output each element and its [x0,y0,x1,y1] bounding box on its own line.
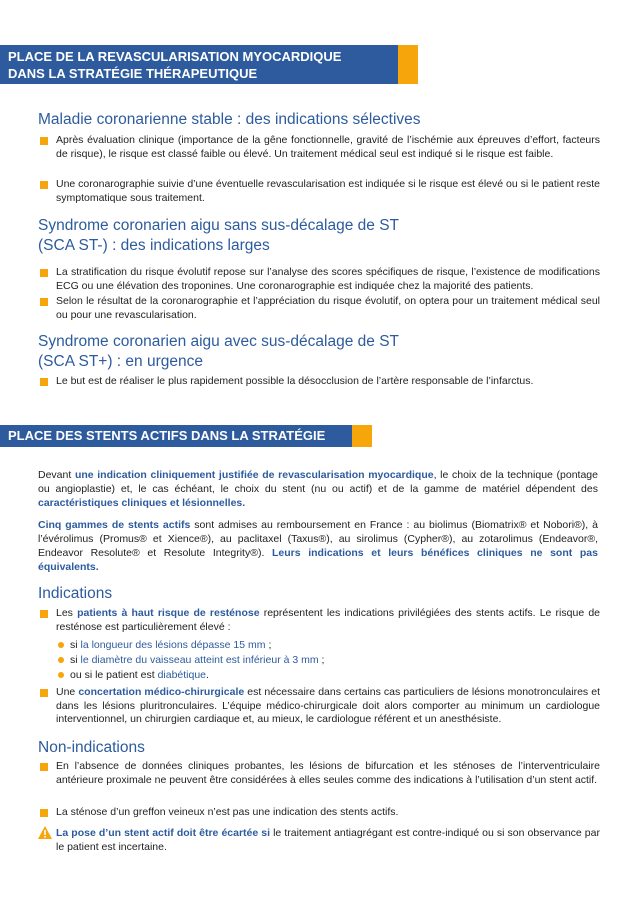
heading-sca-st-minus: Syndrome coronarien aigu sans sus-décalage de ST (SCA ST-) : des indications larges [38,217,400,254]
dot-bullet-icon [58,642,64,648]
heading-stable: Maladie coronarienne stable : des indications sélectives [38,111,421,128]
square-bullet-icon [40,137,48,145]
st-minus-bullet-2: Selon le résultat de la coronarographie et l’appréciation du risque évolutif, on optera pour un traitement médical seul ou pour une revascularisation. [40,295,600,322]
banner-accent-tab [352,425,372,447]
square-bullet-icon [40,610,48,618]
dot-bullet-icon [58,657,64,663]
heading-non-indications: Non-indications [38,739,145,756]
square-bullet-icon [40,689,48,697]
square-bullet-icon [40,809,48,817]
square-bullet-icon [40,181,48,189]
banner-title: PLACE DES STENTS ACTIFS DANS LA STRATÉGIE [8,428,326,443]
square-bullet-icon [40,378,48,386]
indications-sub-2: si le diamètre du vaisseau atteint est inférieur à 3 mm ; [56,653,596,667]
banner-accent-tab [398,45,418,84]
indications-sub-3: ou si le patient est diabétique. [56,668,596,682]
warning-note: La pose d’un stent actif doit être écartée si le traitement antiagrégant est contre-indiqué ou si son observance par le patient est incertaine. [56,827,600,853]
square-bullet-icon [40,763,48,771]
indications-bullet-2: Une concertation médico-chirurgicale est nécessaire dans certains cas particuliers de lésions monotronculaires et dans les lésions pluritronculaires. L’équipe médico-chirurgicale doit alors comporter au minimum un cardiologue interventionnel, un chirurgien cardiaque et, au mieux, le cardiologue référent et un anesthésiste. [40,686,600,727]
non-indications-bullet-1: En l’absence de données cliniques probantes, les lésions de bifurcation et les sténoses de l’interventriculaire antérieure proximale ne peuvent être considérées à elles seules comme des indications à l’utilisation d’un stent actif. [40,760,600,787]
stable-bullet-2: Une coronarographie suivie d’une éventuelle revascularisation est indiquée si le risque est élevé ou si le patient reste symptomatique sous traitement. [40,178,600,205]
indications-sub-1: si la longueur des lésions dépasse 15 mm ; [56,638,596,652]
stable-bullet-1: Après évaluation clinique (importance de la gêne fonctionnelle, gravité de l’ischémie aux épreuves d’effort, facteurs de risque), le risque est classé faible ou élevé. Un traitement médical seul est indiqué si le risque est faible. [40,134,600,161]
heading-indications: Indications [38,585,113,602]
square-bullet-icon [40,269,48,277]
st-minus-bullet-1: La stratification du risque évolutif repose sur l’analyse des scores spécifiques de risque, l’existence de modifications ECG ou une élévation des troponines. Une coronarographie est indiquée chez la majorité des patients. [40,266,600,293]
dot-bullet-icon [58,672,64,678]
section-banner-revascularisation [0,45,398,84]
paragraph-choix-technique: Devant une indication cliniquement justifiée de revascularisation myocardique, le choix de la technique (pontage ou angioplastie) et, le cas échéant, le choix du stent (nu ou actif) et de la gamme de matériel dépendent des caractéristiques cliniques et lésionnelles. [38,469,598,509]
banner-title-line2: DANS LA STRATÉGIE THÉRAPEUTIQUE [8,66,258,81]
square-bullet-icon [40,298,48,306]
paragraph-gammes-stents: Cinq gammes de stents actifs sont admises au remboursement en France : au biolimus (Biomatrix® et Nobori®), à l’évérolimus (Promus® et Xience®), au paclitaxel (Taxus®), au sirolimus (Cypher®), au zotarolimus (Endeavor®, Endeavor Resolute® et Resolute Integrity®). Leurs indications et leurs bénéfices cliniques ne sont pas équivalents. [38,519,598,573]
indications-bullet-1: Les patients à haut risque de resténose représentent les indications privilégiées des stents actifs. Le risque de resténose est particulièrement élevé : [40,607,600,634]
banner-title-line1: PLACE DE LA REVASCULARISATION MYOCARDIQUE [8,49,342,64]
non-indications-bullet-2: La sténose d’un greffon veineux n’est pas une indication des stents actifs. [40,806,600,820]
st-plus-bullet-1: Le but est de réaliser le plus rapidement possible la désocclusion de l’artère responsable de l’infarctus. [40,375,600,389]
section-banner-stents [0,425,352,447]
heading-sca-st-plus: Syndrome coronarien aigu avec sus-décalage de ST (SCA ST+) : en urgence [38,333,400,370]
